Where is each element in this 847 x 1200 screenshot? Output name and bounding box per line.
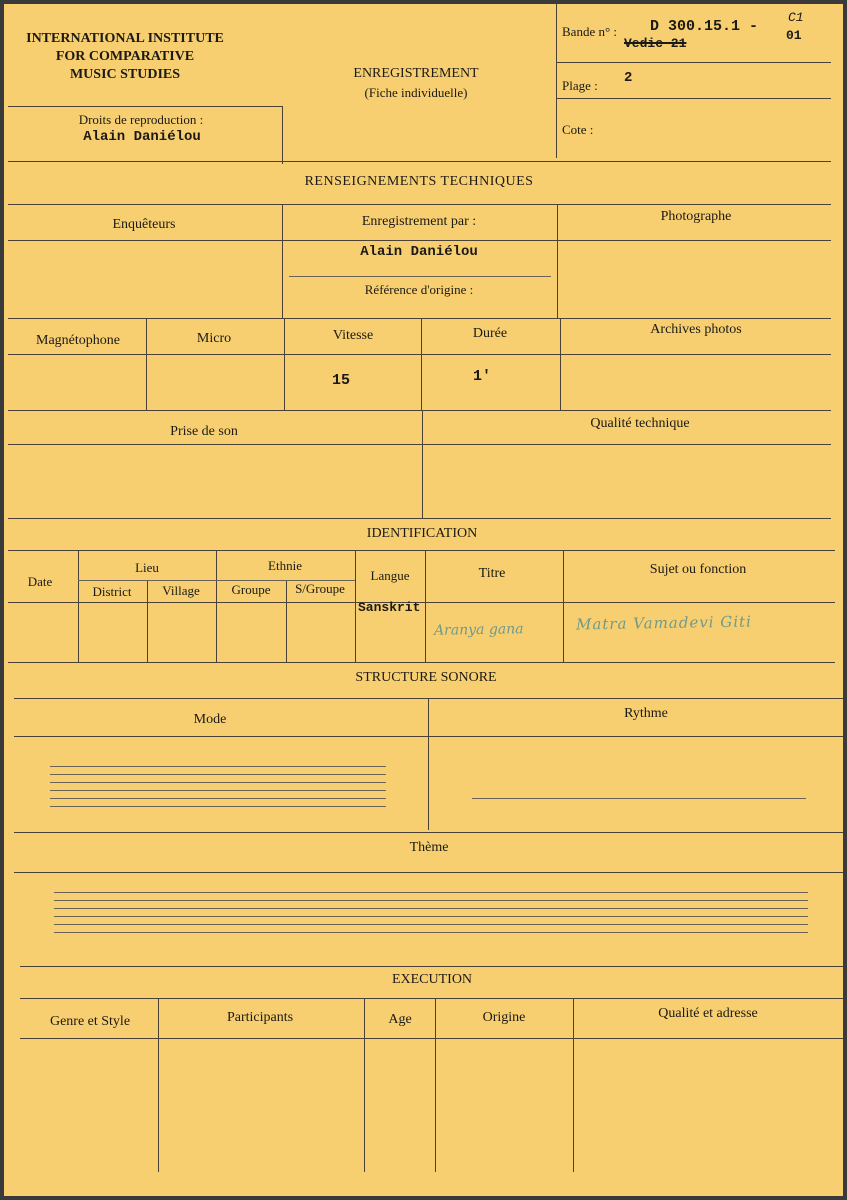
mode-staff-line-6 [50, 806, 386, 807]
tech-header-underline [8, 240, 831, 241]
theme-label: Thème [409, 840, 449, 855]
reference-separator [289, 276, 551, 277]
plage-label: Plage : [562, 78, 598, 93]
langue-value: Sanskrit [358, 600, 421, 615]
technique-bottom-line [8, 518, 831, 519]
cote-label: Cote : [562, 122, 594, 137]
ident-divider-sgroupe [286, 580, 287, 662]
theme-bottom-line [20, 966, 843, 967]
tech-row2-underline [8, 354, 831, 355]
rights-value: Alain Daniélou [83, 129, 201, 145]
prise-divider [422, 410, 423, 518]
magnetophone-label: Magnétophone [36, 333, 120, 348]
ident-divider-village [147, 580, 148, 662]
tech-row2-divider-3 [421, 318, 422, 410]
record-card [4, 4, 843, 1196]
tech-row2-divider-2 [284, 318, 285, 410]
exec-divider-4 [573, 998, 574, 1172]
bande-suffix-top: C1 [788, 10, 804, 25]
prise-underline [8, 444, 831, 445]
tech-row2-divider-1 [146, 318, 147, 410]
mode-rythme-divider [428, 698, 429, 830]
district-label: District [92, 584, 132, 599]
theme-staff-line-4 [54, 916, 808, 917]
enregistrement-value: Alain Daniélou [360, 244, 478, 260]
rythme-label: Rythme [624, 706, 668, 721]
qualite-technique-label: Qualité technique [590, 416, 690, 431]
tech-row1-bottom [8, 318, 831, 319]
archives-label: Archives photos [650, 322, 742, 337]
sujet-value: Matra Vamadevi Giti [575, 612, 753, 634]
tech-row2-divider-4 [560, 318, 561, 410]
plage-value: 2 [624, 70, 633, 86]
titre-value: Aranya gana [433, 621, 524, 639]
enregistrement-par-label: Enregistrement par : [361, 214, 477, 229]
ident-divider-date [78, 550, 79, 662]
rythme-line [472, 798, 806, 799]
tech-divider-2 [557, 204, 558, 318]
age-label: Age [388, 1012, 412, 1027]
mode-staff-line-2 [50, 774, 386, 775]
execution-top-line [20, 998, 843, 999]
form-subtitle: (Fiche individuelle) [364, 85, 468, 100]
theme-underline [14, 872, 843, 873]
structure-header-underline [14, 736, 843, 737]
titre-label: Titre [478, 566, 506, 581]
mode-staff-line-4 [50, 790, 386, 791]
exec-divider-1 [158, 998, 159, 1172]
mode-staff-line-1 [50, 766, 386, 767]
qualite-adresse-label: Qualité et adresse [658, 1006, 758, 1021]
theme-staff-line-6 [54, 932, 808, 933]
structure-section-title: STRUCTURE SONORE [355, 670, 497, 685]
header-bottom-line [8, 161, 831, 162]
identification-bottom-line [8, 662, 835, 663]
langue-label: Langue [370, 568, 410, 583]
ident-divider-langue [425, 550, 426, 662]
genre-style-label: Genre et Style [49, 1014, 131, 1029]
structure-bottom-line [14, 832, 843, 833]
reference-label: Référence d'origine : [364, 282, 474, 297]
groupe-label: Groupe [231, 582, 271, 597]
identification-section-title: IDENTIFICATION [366, 526, 478, 541]
tech-divider-1 [282, 204, 283, 318]
tech-row2-bottom [8, 410, 831, 411]
ethnie-label: Ethnie [268, 558, 302, 573]
date-label: Date [27, 574, 53, 589]
duree-label: Durée [472, 326, 508, 341]
enqueteurs-label: Enquêteurs [112, 217, 176, 232]
mode-label: Mode [193, 712, 227, 727]
bande-underline [556, 62, 831, 63]
plage-underline [556, 98, 831, 99]
mode-staff-line-3 [50, 782, 386, 783]
rights-label: Droits de reproduction : [78, 112, 204, 127]
lieu-label: Lieu [135, 560, 159, 575]
ident-divider-ethnie [355, 550, 356, 662]
vitesse-label: Vitesse [332, 328, 374, 343]
duree-value: 1' [472, 368, 492, 385]
header-right-divider [556, 4, 557, 158]
prise-de-son-label: Prise de son [170, 424, 238, 439]
origine-label: Origine [482, 1010, 526, 1025]
exec-divider-3 [435, 998, 436, 1172]
theme-staff-line-5 [54, 924, 808, 925]
s-groupe-label: S/Groupe [295, 581, 345, 596]
ident-divider-lieu [216, 550, 217, 662]
institute-line-2: FOR COMPARATIVE [55, 49, 195, 64]
form-title: ENREGISTREMENT [353, 66, 479, 81]
micro-label: Micro [196, 331, 232, 346]
institute-line-1: INTERNATIONAL INSTITUTE [26, 31, 224, 46]
rights-right-divider [282, 106, 283, 164]
bande-struck-value: Vedic 21 [624, 36, 687, 51]
bande-suffix-bottom: 01 [786, 28, 802, 43]
ident-divider-titre [563, 550, 564, 662]
theme-staff-line-3 [54, 908, 808, 909]
ident-header-underline [8, 602, 835, 603]
sujet-label: Sujet ou fonction [649, 562, 747, 577]
village-label: Village [162, 583, 200, 598]
technique-section-title: RENSEIGNEMENTS TECHNIQUES [304, 174, 534, 189]
mode-staff-line-5 [50, 798, 386, 799]
exec-divider-2 [364, 998, 365, 1172]
theme-staff-line-1 [54, 892, 808, 893]
participants-label: Participants [226, 1010, 294, 1025]
technique-top-line [8, 204, 831, 205]
bande-label: Bande n° : [562, 24, 618, 39]
execution-section-title: EXECUTION [391, 972, 473, 987]
rights-top-line [8, 106, 282, 107]
execution-header-underline [20, 1038, 843, 1039]
institute-line-3: MUSIC STUDIES [69, 67, 181, 82]
identification-top-line [8, 550, 835, 551]
theme-staff-line-2 [54, 900, 808, 901]
vitesse-value: 15 [331, 372, 351, 389]
photographe-label: Photographe [660, 209, 732, 224]
bande-value: D 300.15.1 - [650, 18, 759, 35]
institute-name [10, 30, 240, 84]
